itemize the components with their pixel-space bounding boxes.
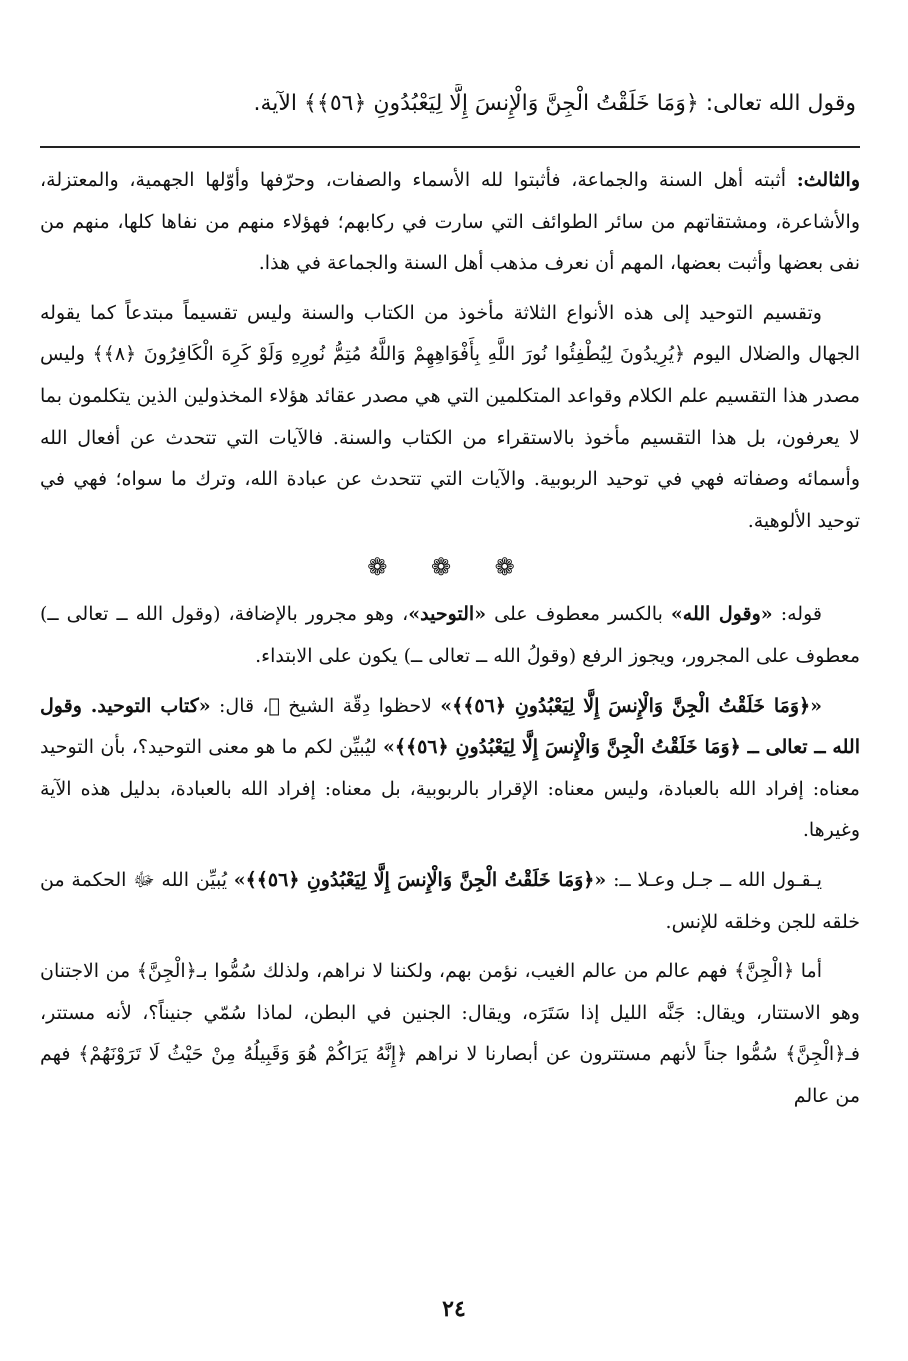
quoted-term: «التوحيد» (408, 603, 487, 626)
paragraph-lead-word: والثالث: (796, 169, 860, 191)
paragraph-text: ليُبيِّن لكم ما هو معنى التوحيد؟، بأن التوحيد معناه: إفراد الله بالعبادة، وليس معناه: الإقرار بالربوبية، بل معناه: إفراد الله بالعبادة، بدليل هذه الآية وغيرها. (40, 736, 860, 842)
quoted-term: «وقول الله» (670, 603, 773, 626)
paragraph-sheikh-precision (40, 686, 860, 852)
paragraph-text: وتقسيم التوحيد إلى هذه الأنواع الثلاثة مأخوذ من الكتاب والسنة وليس تقسيماً مبتدعاً كما يقوله الجهال والضلال اليوم ﴿يُرِيدُونَ لِيُطْفِئُوا نُورَ اللَّهِ بِأَفْوَاهِهِمْ وَاللَّهُ مُتِمُّ نُورِهِ وَلَوْ كَرِهَ الْكَافِرُونَ ﴿٨﴾﴾ وليس مصدر هذا التقسيم علم الكلام وقواعد المتكلمين التي هي مصدر عقائد هؤلاء المخذولين الذين يتكلمون بما لا يعرفون، بل هذا التقسيم مأخوذ بالاستقراء من الكتاب والسنة. فالآيات التي تتحدث عن أفعال الله وأسمائه وصفاته فهي في توحيد الربوبية. والآيات التي تتحدث عن عبادة الله، وترك ما سواه؛ فهي في توحيد الألوهية. (40, 301, 860, 532)
quoted-title: «كتاب التوحيد. وقول الله ــ تعالى ــ ﴿وَمَا خَلَقْتُ الْجِنَّ وَالْإِنسَ إِلَّا لِيَعْبُدُونِ ﴿٥٦﴾﴾» (40, 694, 860, 759)
header-divider (40, 146, 860, 148)
paragraph-jinn (40, 951, 860, 1117)
paragraph-tawhid-division (40, 293, 860, 543)
section-ornament: ❁ ❁ ❁ (367, 553, 533, 582)
paragraph-text: قوله: (780, 603, 822, 626)
paragraph-text: يـقـول الله ــ جـل وعـلا ــ: (613, 868, 823, 891)
page-number: ٢٤ (442, 1296, 466, 1322)
quoted-verse: «﴿وَمَا خَلَقْتُ الْجِنَّ وَالْإِنسَ إِلَّا لِيَعْبُدُونِ ﴿٥٦﴾﴾» (440, 694, 823, 717)
quoted-verse: «﴿وَمَا خَلَقْتُ الْجِنَّ وَالْإِنسَ إِلَّا لِيَعْبُدُونِ ﴿٥٦﴾﴾» (233, 868, 607, 891)
paragraph-text: ، وهو مجرور بالإضافة، (وقول الله ــ تعالى ــ) معطوف على المجرور، ويجوز الرفع (وقولُ الله ــ تعالى ــ) يكون على الابتداء. (40, 603, 860, 667)
paragraph-grammar-note (40, 594, 860, 677)
paragraph-allah-says (40, 860, 860, 943)
paragraph-text: يُبيِّن الله ﷻ الحكمة من خلقه للجن وخلقه للإنس. (40, 868, 860, 933)
paragraph-text: أما ﴿الْجِنَّ﴾ فهم عالم من عالم الغيب، نؤمن بهم، ولكننا لا نراهم، ولذلك سُمُّوا بـ﴿الْجِنَّ﴾ من الاجتنان وهو الاستتار، ويقال: جَنَّه الليل إذا سَتَرَه، ويقال: الجنين في البطن، لماذا سُمّي جنيناً؟، لأنه مستتر، فـ﴿الْجِنَّ﴾ سُمُّوا جناً لأنهم مستترون عن أبصارنا لا نراهم ﴿إِنَّهُ يَرَاكُمْ هُوَ وَقَبِيلُهُ مِنْ حَيْثُ لَا تَرَوْنَهُمْ﴾ فهم من عالم (40, 960, 860, 1107)
paragraph-text: أثبته أهل السنة والجماعة، فأثبتوا لله الأسماء والصفات، وحرّفها وأوّلها الجهمية، والمعتزلة، والأشاعرة، ومشتقاتهم من سائر الطوائف التي سارت في ركابهم؛ فهؤلاء منهم من نفاها كلها، منهم من نفى بعضها وأثبت بعضها، المهم أن نعرف مذهب أهل السنة والجماعة في هذا. (40, 169, 860, 275)
paragraph-text: لاحظوا دِقّة الشيخ ﷫، قال: (219, 694, 432, 717)
page-body (40, 160, 860, 1125)
paragraph-third-type (40, 160, 860, 285)
paragraph-text: بالكسر معطوف على (494, 603, 663, 626)
page-header-verse: وقول الله تعالى: ﴿وَمَا خَلَقْتُ الْجِنَّ وَالْإِنسَ إِلَّا لِيَعْبُدُونِ ﴿٥٦﴾﴾ الآية. (253, 91, 856, 116)
